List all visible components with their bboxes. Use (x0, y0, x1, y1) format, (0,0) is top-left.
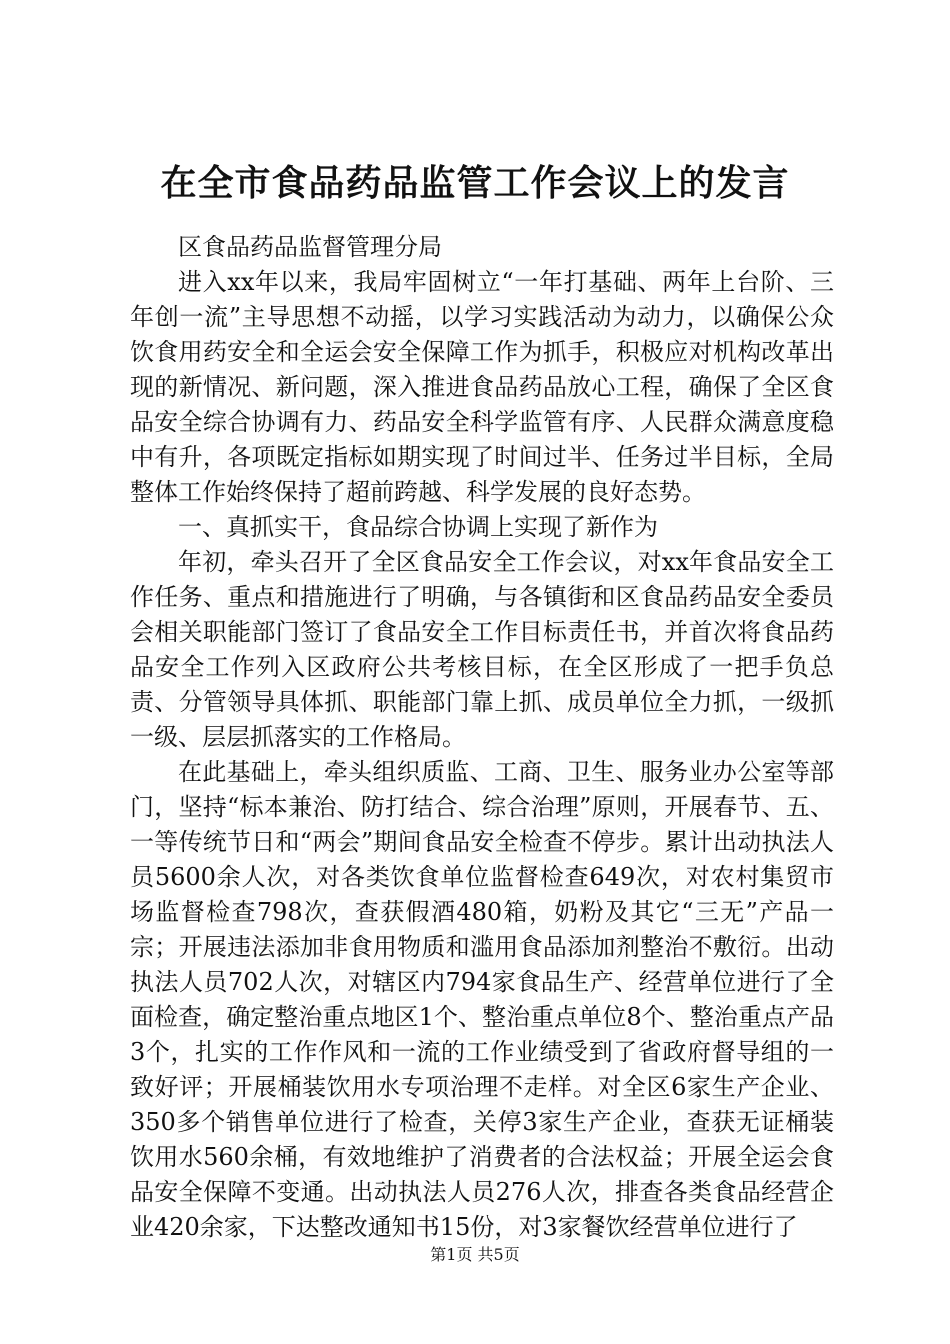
document-body (130, 230, 834, 1245)
body-paragraph: 进入xx年以来，我局牢固树立“一年打基础、两年上台阶、三年创一流”主导思想不动摇，以学习实践活动为动力，以确保公众饮食用药安全和全运会安全保障工作为抓手，积极应对机构改革出现的新情况、新问题，深入推进食品药品放心工程，确保了全区食品安全综合协调有力、药品安全科学监管有序、人民群众满意度稳中有升，各项既定指标如期实现了时间过半、任务过半目标，全局整体工作始终保持了超前跨越、科学发展的良好态势。 (130, 268, 834, 506)
body-paragraph: 年初，牵头召开了全区食品安全工作会议，对xx年食品安全工作任务、重点和措施进行了明确，与各镇街和区食品药品安全委员会相关职能部门签订了食品安全工作目标责任书，并首次将食品药品安全工作列入区政府公共考核目标，在全区形成了一把手负总责、分管领导具体抓、职能部门靠上抓、成员单位全力抓，一级抓一级、层层抓落实的工作格局。 (130, 548, 834, 751)
page-footer: 第1页 共5页 (430, 1245, 520, 1264)
body-paragraph: 在此基础上，牵头组织质监、工商、卫生、服务业办公室等部门，坚持“标本兼治、防打结合、综合治理”原则，开展春节、五、一等传统节日和“两会”期间食品安全检查不停步。累计出动执法人员5600余人次，对各类饮食单位监督检查649次，对农村集贸市场监督检查798次，查获假酒480箱，奶粉及其它“三无”产品一宗；开展违法添加非食用物质和滥用食品添加剂整治不敷衍。出动执法人员702人次，对辖区内794家食品生产、经营单位进行了全面检查，确定整治重点地区1个、整治重点单位8个、整治重点产品3个，扎实的工作作风和一流的工作业绩受到了省政府督导组的一致好评；开展桶装饮用水专项治理不走样。对全区6家生产企业、350多个销售单位进行了检查，关停3家生产企业，查获无证桶装饮用水560余桶，有效地维护了消费者的合法权益；开展全运会食品安全保障不变通。出动执法人员276人次，排查各类食品经营企业420余家，下达整改通知书15份，对3家餐饮经营单位进行了 (130, 758, 834, 1241)
document-title: 在全市食品药品监管工作会议上的发言 (160, 162, 790, 204)
author-line: 区食品药品监督管理分局 (178, 233, 442, 261)
section-heading: 一、真抓实干，食品综合协调上实现了新作为 (178, 513, 658, 541)
